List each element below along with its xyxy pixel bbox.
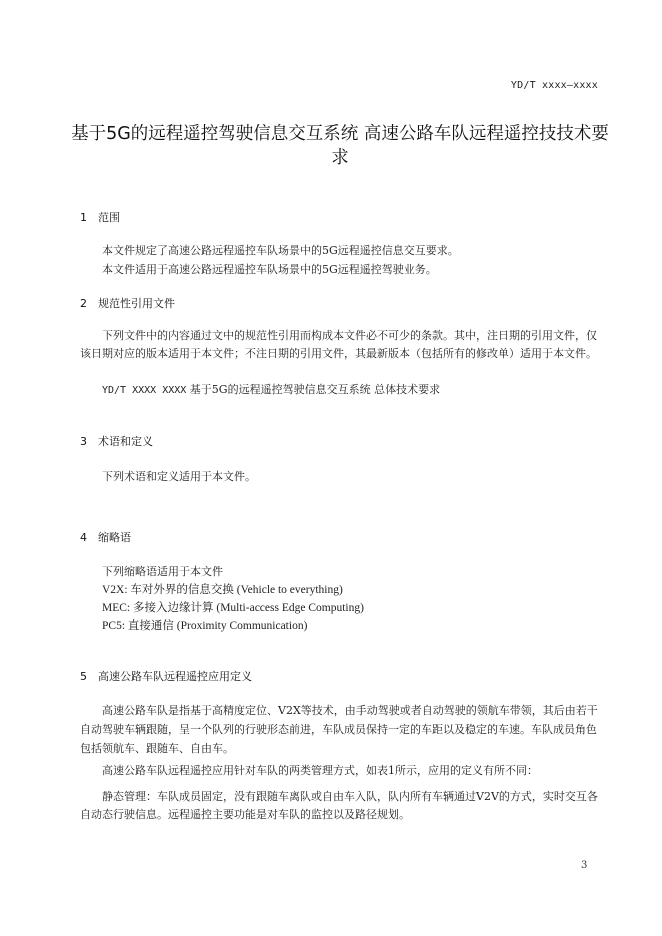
section-title: 高速公路车队远程遥控应用定义 xyxy=(98,670,252,683)
abbreviation-item: MEC: 多接入边缘计算 (Multi-access Edge Computing) xyxy=(102,602,364,614)
document-code: YD/T xxxx—xxxx xyxy=(510,80,598,91)
section-title: 缩略语 xyxy=(98,531,131,544)
section-title: 范围 xyxy=(98,211,120,224)
section-5-heading xyxy=(80,668,252,684)
section-number: 4 xyxy=(80,531,87,544)
abbreviation-item: PC5: 直接通信 (Proximity Communication) xyxy=(102,620,308,632)
definition-paragraph-3: 静态管理：车队成员固定，没有跟随车离队或自由车入队，队内所有车辆通过V2V的方式，实时交互各自动态行驶信息。远程遥控主要功能是对车队的监控以及路径规划。 xyxy=(80,790,598,821)
abbreviations-intro: 下列缩略语适用于本文件 xyxy=(102,565,223,578)
references-intro: 下列文件中的内容通过文中的规范性引用而构成本文件必不可少的条款。其中，注日期的引用文件，仅该日期对应的版本适用于本文件；不注日期的引用文件，其最新版本（包括所有的修改单）适用于本文件。 xyxy=(80,329,597,360)
terms-paragraph: 下列术语和定义适用于本文件。 xyxy=(102,470,256,483)
section-number: 3 xyxy=(80,435,87,448)
reference-item xyxy=(102,381,440,397)
reference-title: 基于5G的远程遥控驾驶信息交互系统 总体技术要求 xyxy=(189,383,441,396)
section-number: 2 xyxy=(80,297,87,310)
scope-paragraph-1: 本文件规定了高速公路远程遥控车队场景中的5G远程遥控信息交互要求。 xyxy=(102,244,459,257)
section-3-heading xyxy=(80,433,153,449)
definition-paragraph-2: 高速公路车队远程遥控应用针对车队的两类管理方式，如表1所示，应用的定义有所不同： xyxy=(102,764,538,777)
abbreviation-item: V2X: 车对外界的信息交换 (Vehicle to everything) xyxy=(102,584,343,596)
section-title: 术语和定义 xyxy=(98,435,153,448)
reference-code: YD/T XXXX XXXX xyxy=(102,385,187,396)
section-2-heading xyxy=(80,295,175,311)
scope-paragraph-2: 本文件适用于高速公路远程遥控车队场景中的5G远程遥控驾驶业务。 xyxy=(102,263,437,276)
section-title: 规范性引用文件 xyxy=(98,297,175,310)
section-number: 5 xyxy=(80,670,87,683)
section-number: 1 xyxy=(80,211,87,224)
section-1-heading xyxy=(80,209,120,225)
page-number: 3 xyxy=(581,860,588,871)
document-title: 基于5G的远程遥控驾驶信息交互系统 高速公路车队远程遥控技技术要求 xyxy=(71,124,609,168)
section-4-heading xyxy=(80,529,131,545)
definition-paragraph-1: 高速公路车队是指基于高精度定位、V2X等技术，由手动驾驶或者自动驾驶的领航车带领，其后由若干自动驾驶车辆跟随，呈一个队列的行驶形态前进，车队成员保持一定的车距以及稳定的车速。车队成员角色包括领航车、跟随车、自由车。 xyxy=(80,704,598,755)
